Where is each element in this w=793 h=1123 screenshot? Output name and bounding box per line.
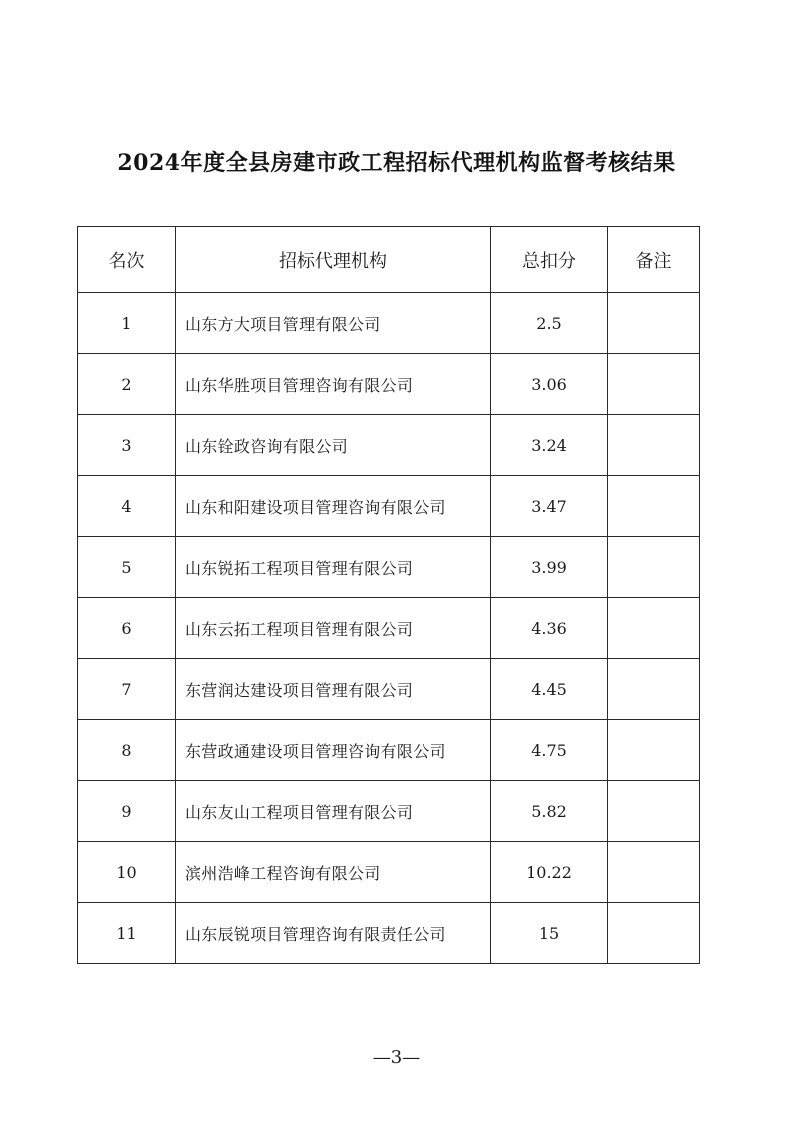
table-row: [78, 598, 700, 659]
score-cell: 4.75: [491, 720, 608, 781]
score-cell: 4.36: [491, 598, 608, 659]
agency-cell: 山东云拓工程项目管理有限公司: [176, 598, 491, 659]
table-row: [78, 781, 700, 842]
note-cell: [608, 659, 700, 720]
table-row: [78, 903, 700, 964]
rank-cell: 1: [78, 293, 176, 354]
rank-cell: 6: [78, 598, 176, 659]
agency-cell: 滨州浩峰工程咨询有限公司: [176, 842, 491, 903]
table-row: [78, 659, 700, 720]
table-row: [78, 842, 700, 903]
rank-cell: 4: [78, 476, 176, 537]
agency-cell: 东营政通建设项目管理咨询有限公司: [176, 720, 491, 781]
note-cell: [608, 781, 700, 842]
rank-cell: 8: [78, 720, 176, 781]
note-cell: [608, 842, 700, 903]
page-number: —3—: [372, 1047, 421, 1068]
note-cell: [608, 354, 700, 415]
table-row: [78, 476, 700, 537]
score-cell: 3.99: [491, 537, 608, 598]
rank-cell: 11: [78, 903, 176, 964]
note-cell: [608, 598, 700, 659]
score-cell: 15: [491, 903, 608, 964]
agency-cell: 山东锐拓工程项目管理有限公司: [176, 537, 491, 598]
rank-cell: 5: [78, 537, 176, 598]
rank-cell: 3: [78, 415, 176, 476]
note-cell: [608, 476, 700, 537]
header-remarks: 备注: [608, 227, 700, 293]
agency-cell: 山东辰锐项目管理咨询有限责任公司: [176, 903, 491, 964]
rank-cell: 7: [78, 659, 176, 720]
rank-cell: 2: [78, 354, 176, 415]
note-cell: [608, 903, 700, 964]
table-row: [78, 354, 700, 415]
table-row: [78, 720, 700, 781]
score-cell: 10.22: [491, 842, 608, 903]
table-row: [78, 293, 700, 354]
score-cell: 3.47: [491, 476, 608, 537]
score-cell: 5.82: [491, 781, 608, 842]
agency-cell: 山东友山工程项目管理有限公司: [176, 781, 491, 842]
agency-cell: 东营润达建设项目管理有限公司: [176, 659, 491, 720]
note-cell: [608, 415, 700, 476]
score-cell: 3.24: [491, 415, 608, 476]
header-rank: 名次: [78, 227, 176, 293]
table-row: [78, 537, 700, 598]
note-cell: [608, 293, 700, 354]
agency-cell: 山东和阳建设项目管理咨询有限公司: [176, 476, 491, 537]
score-cell: 3.06: [491, 354, 608, 415]
document-title: 2024年度全县房建市政工程招标代理机构监督考核结果: [117, 150, 676, 176]
table-row: [78, 415, 700, 476]
header-total-deduction: 总扣分: [491, 227, 608, 293]
agency-cell: 山东铨政咨询有限公司: [176, 415, 491, 476]
assessment-results-table: [77, 226, 700, 964]
note-cell: [608, 720, 700, 781]
rank-cell: 10: [78, 842, 176, 903]
table-header-row: [78, 227, 700, 293]
rank-cell: 9: [78, 781, 176, 842]
header-agency: 招标代理机构: [176, 227, 491, 293]
agency-cell: 山东华胜项目管理咨询有限公司: [176, 354, 491, 415]
score-cell: 2.5: [491, 293, 608, 354]
note-cell: [608, 537, 700, 598]
score-cell: 4.45: [491, 659, 608, 720]
agency-cell: 山东方大项目管理有限公司: [176, 293, 491, 354]
